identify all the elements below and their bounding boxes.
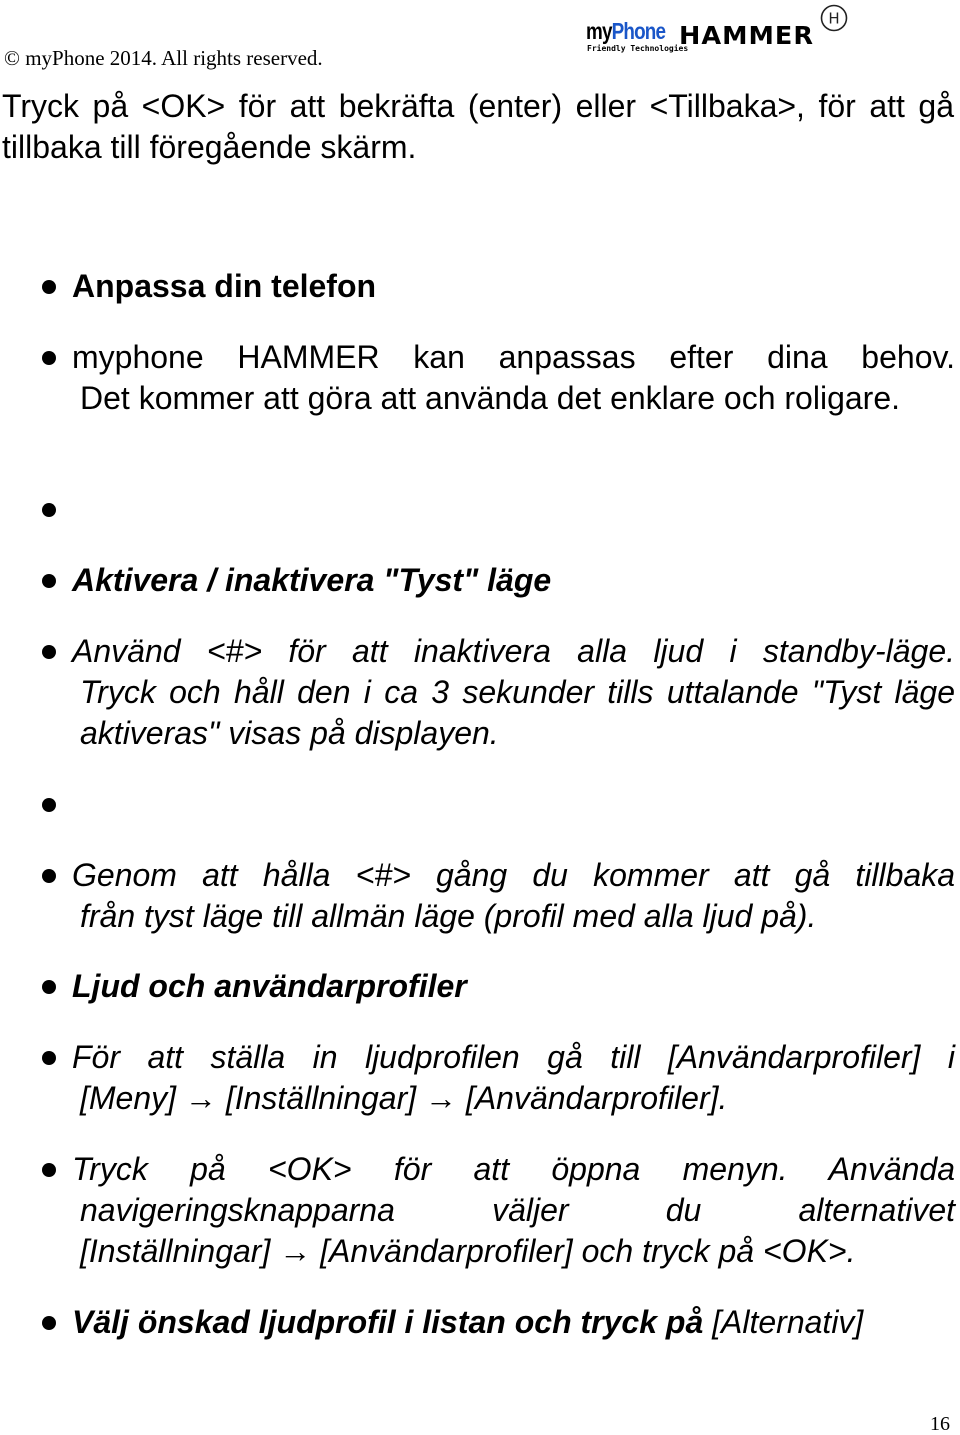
bullet-icon (42, 1163, 56, 1177)
bullet-icon (42, 869, 56, 883)
page-number: 16 (930, 1413, 950, 1435)
bullet-icon (42, 1316, 56, 1330)
paragraph-anpassa-line1: myphone HAMMER kan anpassas efter dina behov. (72, 339, 955, 375)
heading-tyst: Aktivera / inaktivera "Tyst" läge (72, 562, 552, 598)
logo-myphone-wordmark (586, 18, 665, 45)
bullet-icon (42, 1051, 56, 1065)
bullet-icon (42, 503, 56, 517)
paragraph-for-att-line2: [Meny] → [Inställningar] → [Användarprofiler]. (80, 1080, 728, 1116)
paragraph-anpassa-line2: Det kommer att göra att använda det enklare och roligare. (80, 380, 900, 416)
paragraph-tryck-rest (72, 1231, 955, 1272)
paragraph-valj-bold: Välj önskad ljudprofil i listan och tryck på (72, 1304, 704, 1340)
paragraph-genom-line1: Genom att hålla <#> gång du kommer att gå tillbaka (72, 857, 955, 893)
paragraph-tyst-rest (72, 672, 955, 754)
paragraph-tyst-line1: Använd <#> för att inaktivera alla ljud i standby-läge. (72, 633, 955, 669)
bullet-icon (42, 645, 56, 659)
bullet-icon (42, 351, 56, 365)
hammer-h-badge-icon (820, 4, 848, 32)
myphone-hammer-logo (586, 2, 856, 60)
logo-hammer-text: HAMMER (679, 21, 815, 50)
logo-my-text: my (586, 18, 612, 44)
logo-phone-text: Phone (611, 18, 666, 44)
paragraph-tryck-line1: Tryck på <OK> för att öppna menyn. Använda (72, 1151, 955, 1187)
paragraph-tyst-line2: Tryck och håll den i ca 3 sekunder tills uttalande "Tyst läge aktiveras" visas på displayen. (80, 674, 955, 751)
paragraph-valj (72, 1302, 955, 1343)
bullet-icon (42, 574, 56, 588)
logo-tagline: Friendly Technologies (587, 44, 689, 53)
bullet-icon (42, 798, 56, 812)
paragraph-for-att-line1: För att ställa in ljudprofilen gå till [Användarprofiler] i (72, 1039, 955, 1075)
badge-letter: H (828, 9, 840, 28)
paragraph-genom-line2: från tyst läge till allmän läge (profil med alla ljud på). (80, 898, 817, 934)
intro-paragraph: Tryck på <OK> för att bekräfta (enter) eller <Tillbaka>, för att gå tillbaka till föregående skärm. (2, 88, 954, 165)
paragraph-for-att-rest (72, 1078, 955, 1119)
copyright-notice: © myPhone 2014. All rights reserved. (4, 46, 323, 70)
heading-anpassa: Anpassa din telefon (72, 268, 377, 304)
paragraph-valj-rest: [Alternativ] (703, 1304, 864, 1340)
bullet-icon (42, 280, 56, 294)
bullet-icon (42, 980, 56, 994)
paragraph-anpassa-rest (72, 378, 955, 419)
paragraph-tryck-line2: navigeringsknapparna väljer du alternativet (80, 1192, 955, 1228)
paragraph-tryck-line3: [Inställningar] → [Användarprofiler] och tryck på <OK>. (80, 1233, 856, 1269)
heading-ljud: Ljud och användarprofiler (72, 968, 467, 1004)
paragraph-genom-rest (72, 896, 955, 937)
